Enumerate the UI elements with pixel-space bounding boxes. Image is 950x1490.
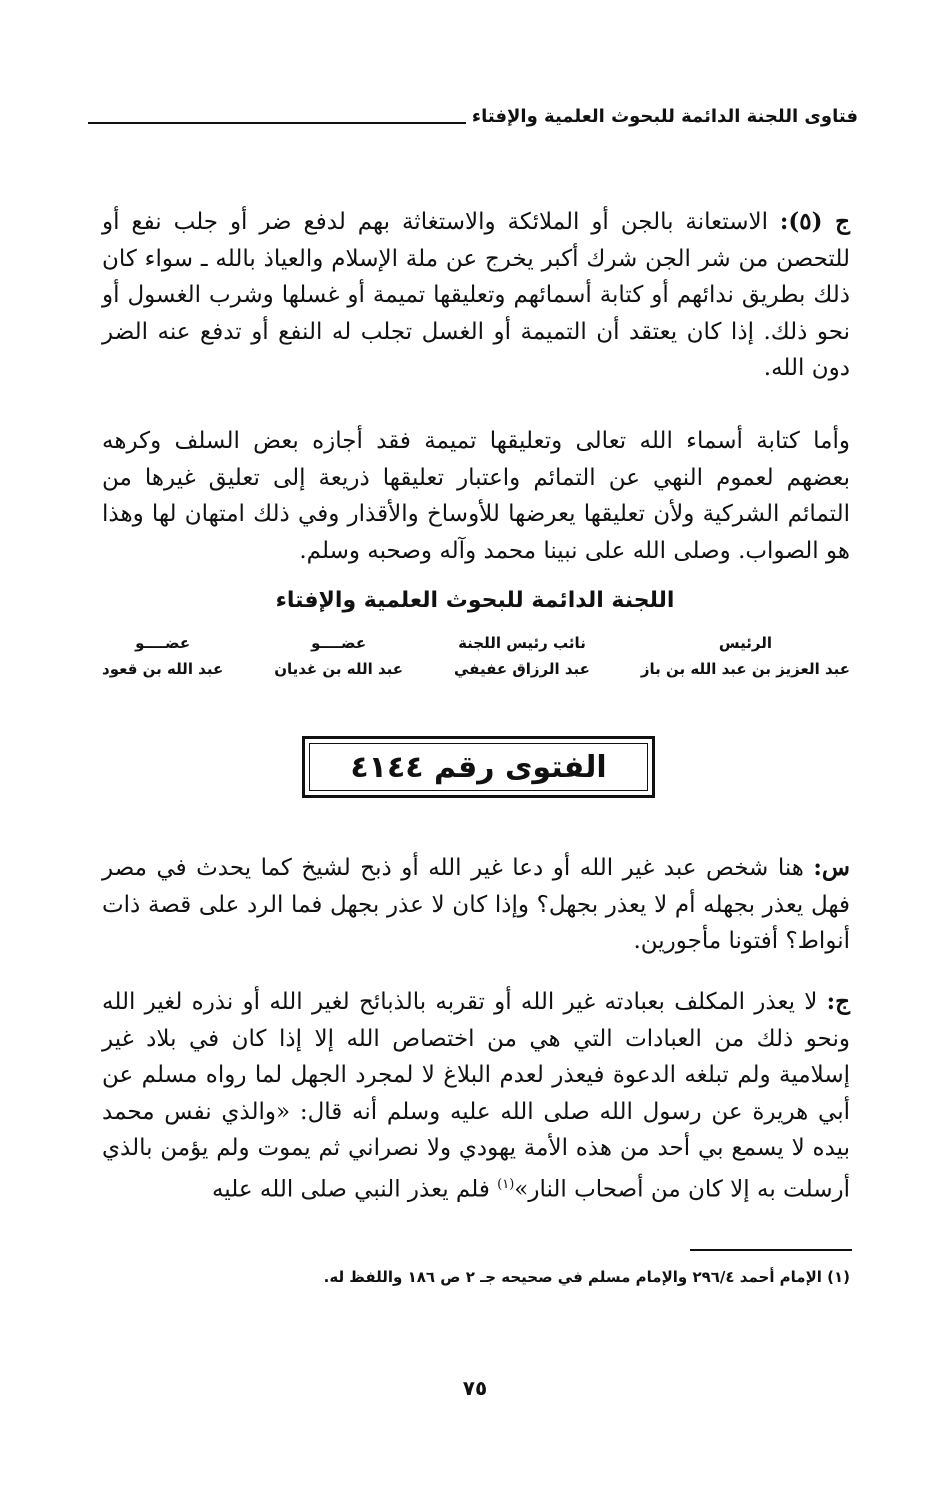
- committee-title: اللجنة الدائمة للبحوث العلمية والإفتاء: [275, 588, 675, 613]
- signatory-role: عضــــو: [311, 634, 367, 652]
- answer-text: لا يعذر المكلف بعبادته غير الله أو تقربه بالذبائح لغير الله أو نذره لغير الله ونحو ذلك من العبادات التي هي من اختصاص الله إلا إذا كان في بلاد غير إسلامية ولم تبلغه الدعوة فيعذر لعدم البلاغ لا لمجرد الجهل لما رواه مسلم عن أبي هريرة عن رسول الله صلى الله عليه وسلم أنه قال: «والذي نفس محمد بيده لا يسمع بي أحد من هذه الأمة يهودي ولا نصراني ثم يموت ولم يؤمن بالذي أرسلت به إلا كان من أصحاب النار»: [102, 989, 850, 1203]
- running-head: [88, 94, 858, 128]
- signatory-role: نائب رئيس اللجنة: [458, 634, 586, 652]
- signatory-chairman: [641, 632, 850, 692]
- question-paragraph: [102, 850, 850, 960]
- fatwa-heading-box: [302, 736, 655, 798]
- signatories: [102, 632, 850, 692]
- answer-5-text: الاستعانة بالجن أو الملائكة والاستغاثة بهم لدفع ضر أو جلب نفع أو للتحصن من شر الجن شرك أكبر يخرج عن ملة الإسلام والعياذ بالله ـ سواء كان ذلك بطريق ندائهم أو كتابة أسمائهم وتعليقها تميمة أو غسلها وشرب الغسول أو نحو ذلك. إذا كان يعتقد أن التميمة أو الغسل تجلب له النفع أو تدفع عنه الضر دون الله.: [102, 209, 850, 381]
- question-marker: س:: [813, 854, 850, 881]
- answer-text-after: فلم يعذر النبي صلى الله عليه: [211, 1176, 490, 1203]
- page-number: ٧٥: [462, 1376, 488, 1400]
- signatory-vice-chairman: [454, 632, 590, 692]
- fatwa-heading: الفتوى رقم ٤١٤٤: [309, 743, 648, 791]
- signatory-member-1: [274, 632, 403, 692]
- footnote-rule: [690, 1249, 852, 1251]
- question-text: هنا شخص عبد غير الله أو دعا غير الله أو ذبح لشيخ كما يحدث في مصر فهل يعذر بجهله أم لا يعذر بجهل؟ وإذا كان لا عذر بجهل فما الرد على قصة ذات أنواط؟ أفتونا مأجورين.: [102, 855, 850, 954]
- running-head-title: فتاوى اللجنة الدائمة للبحوث العلمية والإفتاء: [471, 106, 858, 127]
- signatory-role: الرئيس: [718, 634, 772, 652]
- answer-5-paragraph: [102, 204, 850, 387]
- signatory-role: عضــــو: [135, 634, 191, 652]
- signatory-member-2: [102, 632, 223, 692]
- footnote-reference: (١): [497, 1176, 515, 1192]
- running-head-rule: [88, 122, 466, 124]
- answer-5-marker: ج (٥):: [779, 208, 851, 235]
- answer-5-continued-paragraph: [102, 423, 850, 569]
- answer-paragraph: [102, 984, 850, 1208]
- footnote: (١) الإمام أحمد ٢٩٦/٤ والإمام مسلم في صحيحه جـ ٢ ص ١٨٦ واللفظ له.: [323, 1268, 850, 1286]
- answer-5-continued-text: وأما كتابة أسماء الله تعالى وتعليقها تميمة فقد أجازه بعض السلف وكرهه بعضهم لعموم النهي عن التمائم واعتبار تعليقها ذريعة إلى تعليق غيرها من التمائم الشركية ولأن تعليقها يعرضها للأوساخ والأقذار وفي ذلك امتهان لها وهذا هو الصواب. وصلى الله على نبينا محمد وآله وصحبه وسلم.: [102, 428, 850, 564]
- answer-marker: ج:: [826, 988, 851, 1015]
- signatory-name: عبد العزيز بن عبد الله بن باز: [640, 660, 850, 678]
- signatory-name: عبد الرزاق عفيفي: [454, 660, 590, 678]
- signatory-name: عبد الله بن قعود: [102, 660, 224, 678]
- signatory-name: عبد الله بن غديان: [274, 660, 404, 678]
